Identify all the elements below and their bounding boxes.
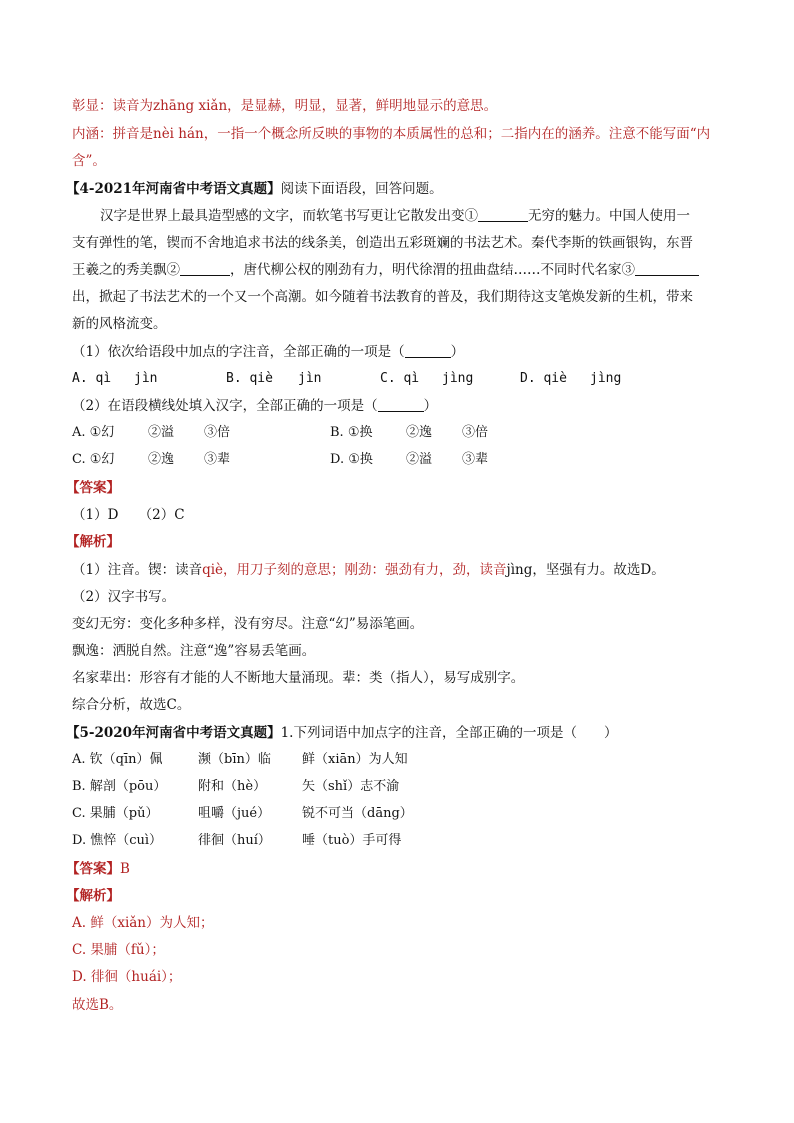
- q5-analysis-line-4: 故选B。: [72, 997, 123, 1013]
- q4-sub2-option-c: C. ①幻 ②逸 ③辈: [72, 452, 231, 467]
- q4-sub1-option-c: C. qì jìng: [380, 371, 474, 386]
- q5-source: 【5-2020年河南省中考语文真题】: [66, 725, 281, 741]
- q5-option-a: A. 钦（qīn）佩 濒（bīn）临 鲜（xiān）为人知: [72, 752, 408, 767]
- q5-analysis-line-1: A. 鲜（xiǎn）为人知；: [72, 915, 214, 931]
- answer-blank: [378, 397, 424, 412]
- q5-answer-header: 【答案】: [66, 861, 120, 877]
- q4-sub1-stem: （1）依次给语段中加点的字注音，全部正确的一项是（ ）: [72, 344, 465, 360]
- q4-sub1-option-b: B. qiè jìn: [226, 371, 322, 386]
- q5-option-b: B. 解剖（pōu） 附和（hè） 矢（shǐ）志不渝: [72, 779, 400, 794]
- note-term: 彰显：: [72, 98, 113, 114]
- q4-sub2-stem: （2）在语段横线处填入汉字，全部正确的一项是（ ）: [72, 398, 438, 414]
- q4-analysis-line-4: 飘逸：洒脱自然。注意“逸”容易丢笔画。: [72, 643, 316, 659]
- passage-line-4: 出，掀起了书法艺术的一个又一个高潮。如今随着书法教育的普及，我们期待这支笔焕发新的生机，带来: [72, 289, 693, 305]
- passage-line-3: 王羲之的秀美飘② ，唐代柳公权的刚劲有力，明代徐渭的扭曲盘结……不同时代名家③: [72, 261, 699, 279]
- q4-instruction: 阅读下面语段，回答问题。: [280, 181, 443, 197]
- q4-analysis-line-5: 名家辈出：形容有才能的人不断地大量涌现。辈：类（指人），易写成别字。: [72, 670, 525, 686]
- q4-header: [66, 180, 443, 198]
- q5-analysis-header: 【解析】: [66, 888, 120, 904]
- q4-sub2-option-b: B. ①换 ②逸 ③倍: [330, 425, 489, 440]
- passage-line-2: 支有弹性的笔，锲而不舍地追求书法的线条美，创造出五彩斑斓的书法艺术。秦代李斯的铁画银钩，东晋: [72, 235, 693, 251]
- note-neihan: [72, 125, 710, 143]
- blank-1: [478, 207, 528, 222]
- q4-analysis-line-3: 变幻无穷：变化多种多样，没有穷尽。注意“幻”易添笔画。: [72, 616, 424, 632]
- note-text: 拼音是nèi hán，一指一个概念所反映的事物的本质属性的总和；二指内在的涵养。注意不能写面“内: [112, 126, 711, 142]
- q5-option-c: C. 果脯（pǔ） 咀嚼（jué） 锐不可当（dāng）: [72, 806, 413, 821]
- q5-stem: 1.下列词语中加点字的注音，全部正确的一项是（ ）: [280, 725, 618, 741]
- q4-analysis-header: 【解析】: [66, 534, 120, 550]
- blank-3: [635, 261, 699, 276]
- q4-sub1-option-d: D. qiè jìng: [520, 371, 622, 386]
- q4-answer: （1）D （2）C: [72, 507, 185, 523]
- q5-answer-line: [66, 860, 130, 878]
- blank-2: [180, 261, 230, 276]
- passage-line-5: 新的风格流变。: [72, 316, 167, 332]
- note-text: 读音为zhāng xiǎn，是显赫，明显，显著，鲜明地显示的意思。: [112, 98, 498, 114]
- q4-analysis-line-1: （1）注音。锲：读音qiè，用刀子刻的意思；刚劲：强劲有力，劲，读音jìng，坚强有力。故选D。: [72, 562, 665, 578]
- q5-analysis-line-3: D. 徘徊（huái）；: [72, 969, 182, 985]
- q5-answer: B: [120, 861, 130, 877]
- q4-analysis-line-6: 综合分析，故选C。: [72, 697, 191, 713]
- q4-source: 【4-2021年河南省中考语文真题】: [66, 181, 281, 197]
- q4-sub2-option-a: A. ①幻 ②溢 ③倍: [72, 425, 231, 440]
- q4-sub1-option-a: A. qì jìn: [72, 371, 158, 386]
- q4-answer-header: 【答案】: [66, 480, 120, 496]
- note-zhangxian: [72, 97, 497, 115]
- q5-analysis-line-2: C. 果脯（fǔ）；: [72, 942, 165, 958]
- note-term: 内涵：: [72, 126, 113, 142]
- note-neihan-cont: 含”。: [72, 153, 106, 169]
- q5-option-d: D. 憔悴（cuì） 徘徊（huí） 唾（tuò）手可得: [72, 833, 402, 848]
- passage-line-1: 汉字是世界上最具造型感的文字，而软笔书写更让它散发出变① 无穷的魅力。中国人使用一: [100, 208, 690, 224]
- q4-sub2-option-d: D. ①换 ②溢 ③辈: [330, 452, 489, 467]
- answer-blank: [405, 343, 451, 358]
- q5-header: [66, 724, 617, 742]
- q4-analysis-line-2: （2）汉字书写。: [72, 589, 176, 605]
